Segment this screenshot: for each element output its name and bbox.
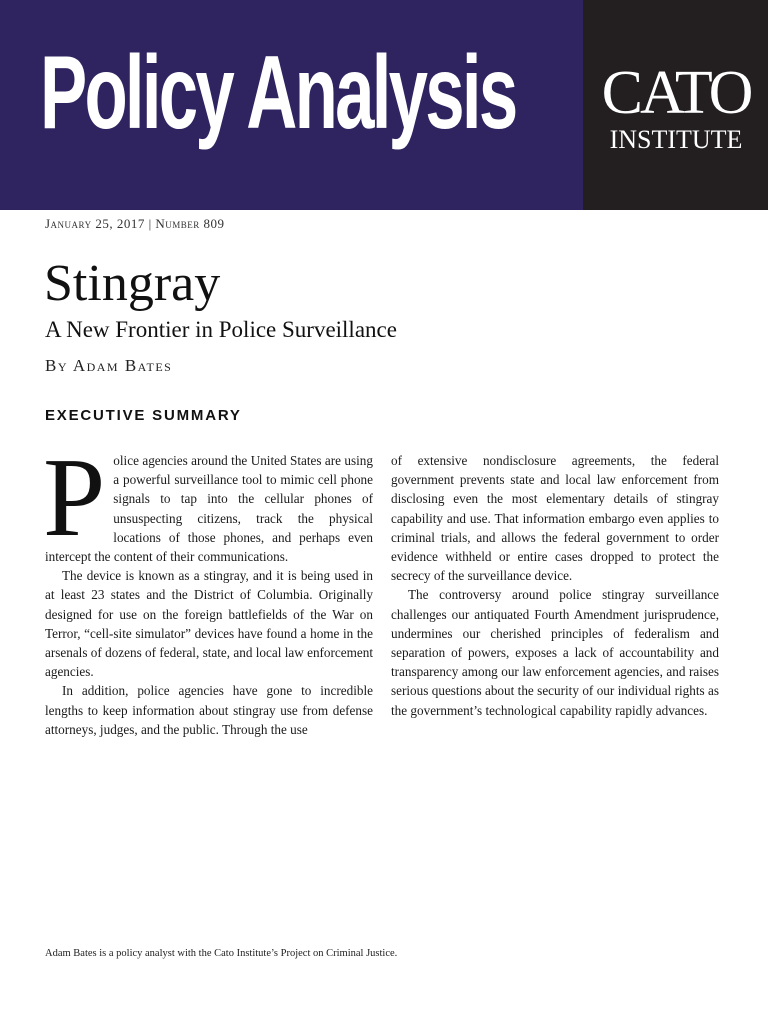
paragraph [43, 436, 373, 566]
body-column-right [391, 451, 719, 720]
publication-meta: January 25, 2017 | Number 809 [45, 216, 225, 231]
paragraph-text: olice agencies around the United States are using a powerful surveillance tool to mimic cell phone signals to tap into the cellular phones of unsuspecting citizens, track the physical locations of those phones, and perhaps even intercept the content of their communications. [45, 453, 373, 565]
page-subtitle: A New Frontier in Police Surveillance [45, 317, 397, 342]
drop-cap: P [43, 436, 106, 560]
cato-logo-wordmark: CATO [601, 59, 751, 127]
paragraph: In addition, police agencies have gone to incredible lengths to keep information about stingray use from defense attorneys, judges, and the public. Through the use [45, 683, 373, 737]
cato-logo-institute: INSTITUTE [609, 125, 743, 154]
series-banner [0, 0, 583, 210]
author-footnote: Adam Bates is a policy analyst with the Cato Institute’s Project on Criminal Justice. [45, 948, 398, 959]
author-byline: By Adam Bates [45, 356, 173, 375]
paragraph: of extensive nondisclosure agreements, the federal government prevents state and local law enforcement from disclosing even the most elementary details of stingray capability and use. That information embargo even applies to criminal trials, and allows the federal government to order evidence withheld or entire cases dropped to protect the secrecy of the surveillance device. [391, 453, 719, 584]
paragraph: The device is known as a stingray, and it is being used in at least 23 states and the District of Columbia. Originally designed for use on the foreign battlefields of the War on Terror, “cell-site simulator” devices have found a home in the arsenals of dozens of federal, state, and local law enforcement agencies. [45, 568, 373, 680]
series-title: Policy Analysis [40, 35, 516, 151]
page-title: Stingray [44, 255, 221, 312]
section-heading: EXECUTIVE SUMMARY [45, 407, 242, 424]
paragraph: The controversy around police stingray surveillance challenges our antiquated Fourth Amendment jurisprudence, undermines our cherished principles of federalism and separation of powers, exposes a lack of accountability and transparency among our law enforcement agencies, and raises serious questions about the security of our individual rights as the government’s technological capability rapidly advances. [391, 587, 719, 718]
header-banner [0, 0, 768, 210]
body-column-left [43, 436, 373, 739]
